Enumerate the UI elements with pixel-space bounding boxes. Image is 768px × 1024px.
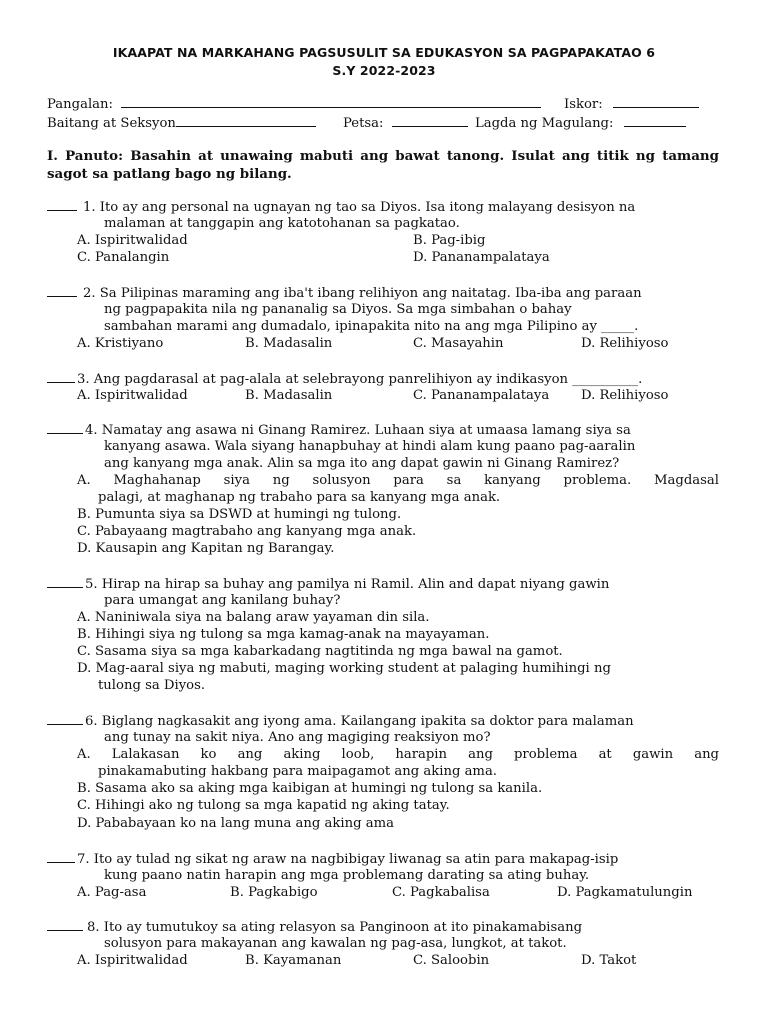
option[interactable]: A. Pag-asa	[77, 885, 147, 900]
question-6	[47, 712, 634, 730]
school-year: S.Y 2022-2023	[332, 63, 436, 78]
grade-section-label: Baitang at Seksyon	[47, 116, 176, 131]
option[interactable]: C. Pananampalataya	[413, 388, 550, 403]
question-7	[47, 850, 618, 868]
question-text: 8. Ito ay tumutukoy sa ating relasyon sa Panginoon at ito pinakamabisang	[87, 920, 583, 935]
date-label: Petsa:	[343, 116, 384, 131]
question-5	[47, 575, 609, 593]
option[interactable]: D. Relihiyoso	[581, 388, 669, 403]
answer-blank-8[interactable]	[47, 918, 83, 931]
answer-blank-2[interactable]	[47, 284, 77, 297]
option[interactable]: B. Madasalin	[245, 388, 333, 403]
exam-title: IKAAPAT NA MARKAHANG PAGSUSULIT SA EDUKASYON SA PAGPAPAKATAO 6	[112, 45, 656, 60]
question-1	[47, 198, 635, 216]
option[interactable]: tulong sa Diyos.	[98, 678, 206, 693]
option[interactable]: D. Kausapin ang Kapitan ng Barangay.	[77, 541, 335, 556]
score-blank[interactable]	[613, 94, 699, 108]
option[interactable]: C. Sasama siya sa mga kabarkadang nagtitinda ng mga bawal na gamot.	[77, 644, 563, 659]
name-blank[interactable]	[121, 94, 541, 108]
grade-section-blank[interactable]	[176, 113, 316, 127]
option[interactable]: B. Madasalin	[245, 336, 333, 351]
option[interactable]: D. Pababayaan ko na lang muna ang aking ama	[77, 816, 394, 831]
answer-blank-7[interactable]	[47, 850, 75, 863]
option[interactable]: B. Kayamanan	[245, 953, 342, 968]
question-text: kung paano natin harapin ang mga problemang darating sa ating buhay.	[104, 868, 590, 883]
parent-signature-blank[interactable]	[624, 113, 686, 127]
option[interactable]: B. Pag-ibig	[413, 233, 486, 248]
question-3	[47, 370, 642, 388]
parent-signature-label: Lagda ng Magulang:	[475, 116, 614, 131]
option[interactable]: B. Pumunta siya sa DSWD at humingi ng tulong.	[77, 507, 402, 522]
option[interactable]: C. Panalangin	[77, 250, 170, 265]
question-text: para umangat ang kanilang buhay?	[104, 593, 341, 608]
option[interactable]: A. Lalakasan ko ang aking loob, harapin ang problema at gawin ang	[77, 747, 719, 762]
question-text: 2. Sa Pilipinas maraming ang iba't ibang relihiyon ang naitatag. Iba-iba ang paraan	[83, 286, 642, 301]
question-text: ang tunay na sakit niya. Ano ang magiging reaksiyon mo?	[104, 730, 491, 745]
option[interactable]: A. Kristiyano	[77, 336, 164, 351]
question-text: 6. Biglang nagkasakit ang iyong ama. Kailangang ipakita sa doktor para malaman	[85, 714, 634, 729]
answer-blank-5[interactable]	[47, 575, 83, 588]
parent-signature-field[interactable]	[475, 113, 686, 132]
score-label: Iskor:	[564, 97, 603, 112]
score-field[interactable]	[564, 94, 699, 113]
question-2	[47, 284, 642, 302]
question-8	[47, 918, 582, 936]
question-text: malaman at tanggapin ang katotohanan sa pagkatao.	[104, 216, 460, 231]
question-text: 5. Hirap na hirap sa buhay ang pamilya ni Ramil. Alin and dapat niyang gawin	[85, 577, 610, 592]
question-text: kanyang asawa. Wala siyang hanapbuhay at hindi alam kung paano pag-aaralin	[104, 439, 636, 454]
option[interactable]: D. Takot	[581, 953, 637, 968]
option[interactable]: A. Maghahanap siya ng solusyon para sa kanyang problema. Magdasal	[77, 473, 719, 488]
grade-section-field[interactable]	[47, 113, 316, 132]
option[interactable]: C. Hihingi ako ng tulong sa mga kapatid ng aking tatay.	[77, 798, 450, 813]
answer-blank-3[interactable]	[47, 370, 75, 383]
name-label: Pangalan:	[47, 97, 113, 112]
question-text: 7. Ito ay tulad ng sikat ng araw na nagbibigay liwanag sa atin para makapag-isip	[77, 852, 619, 867]
question-text: 4. Namatay ang asawa ni Ginang Ramirez. Luhaan siya at umaasa lamang siya sa	[85, 423, 631, 438]
option[interactable]: C. Masayahin	[413, 336, 504, 351]
option[interactable]: D. Relihiyoso	[581, 336, 669, 351]
option[interactable]: B. Hihingi siya ng tulong sa mga kamag-anak na mayayaman.	[77, 627, 490, 642]
option[interactable]: A. Ispiritwalidad	[77, 388, 188, 403]
instructions: I. Panuto: Basahin at unawaing mabuti ang bawat tanong. Isulat ang titik ng tamang sagot sa patlang bago ng bilang.	[47, 148, 719, 182]
question-text: sambahan marami ang dumadalo, ipinapakita nito na ang mga Pilipino ay _____.	[104, 319, 639, 334]
option[interactable]: B. Pagkabigo	[230, 885, 318, 900]
question-4	[47, 421, 631, 439]
date-field[interactable]	[343, 113, 468, 132]
answer-blank-1[interactable]	[47, 198, 77, 211]
option[interactable]: A. Ispiritwalidad	[77, 953, 188, 968]
option[interactable]: B. Sasama ako sa aking mga kaibigan at humingi ng tulong sa kanila.	[77, 781, 543, 796]
option[interactable]: pinakamabuting hakbang para maipagamot ang aking ama.	[98, 764, 497, 779]
option[interactable]: A. Ispiritwalidad	[77, 233, 188, 248]
option[interactable]: A. Naniniwala siya na balang araw yayaman din sila.	[77, 610, 430, 625]
answer-blank-4[interactable]	[47, 421, 83, 434]
answer-blank-6[interactable]	[47, 712, 83, 725]
date-blank[interactable]	[392, 113, 468, 127]
option[interactable]: C. Pagkabalisa	[392, 885, 490, 900]
option[interactable]: D. Mag-aaral siya ng mabuti, maging working student at palaging humihingi ng	[77, 661, 611, 676]
option[interactable]: C. Pabayaang magtrabaho ang kanyang mga anak.	[77, 524, 417, 539]
option[interactable]: C. Saloobin	[413, 953, 490, 968]
name-field[interactable]	[47, 94, 541, 113]
question-text: 3. Ang pagdarasal at pag-alala at selebrayong panrelihiyon ay indikasyon __________.	[77, 372, 643, 387]
question-text: solusyon para makayanan ang kawalan ng pag-asa, lungkot, at takot.	[104, 936, 567, 951]
option[interactable]: D. Pagkamatulungin	[557, 885, 693, 900]
question-text: 1. Ito ay ang personal na ugnayan ng tao sa Diyos. Isa itong malayang desisyon na	[83, 200, 636, 215]
option[interactable]: D. Pananampalataya	[413, 250, 550, 265]
question-text: ng pagpapakita nila ng pananalig sa Diyos. Sa mga simbahan o bahay	[104, 302, 572, 317]
option[interactable]: palagi, at maghanap ng trabaho para sa kanyang mga anak.	[98, 490, 501, 505]
question-text: ang kanyang mga anak. Alin sa mga ito ang dapat gawin ni Ginang Ramirez?	[104, 456, 620, 471]
